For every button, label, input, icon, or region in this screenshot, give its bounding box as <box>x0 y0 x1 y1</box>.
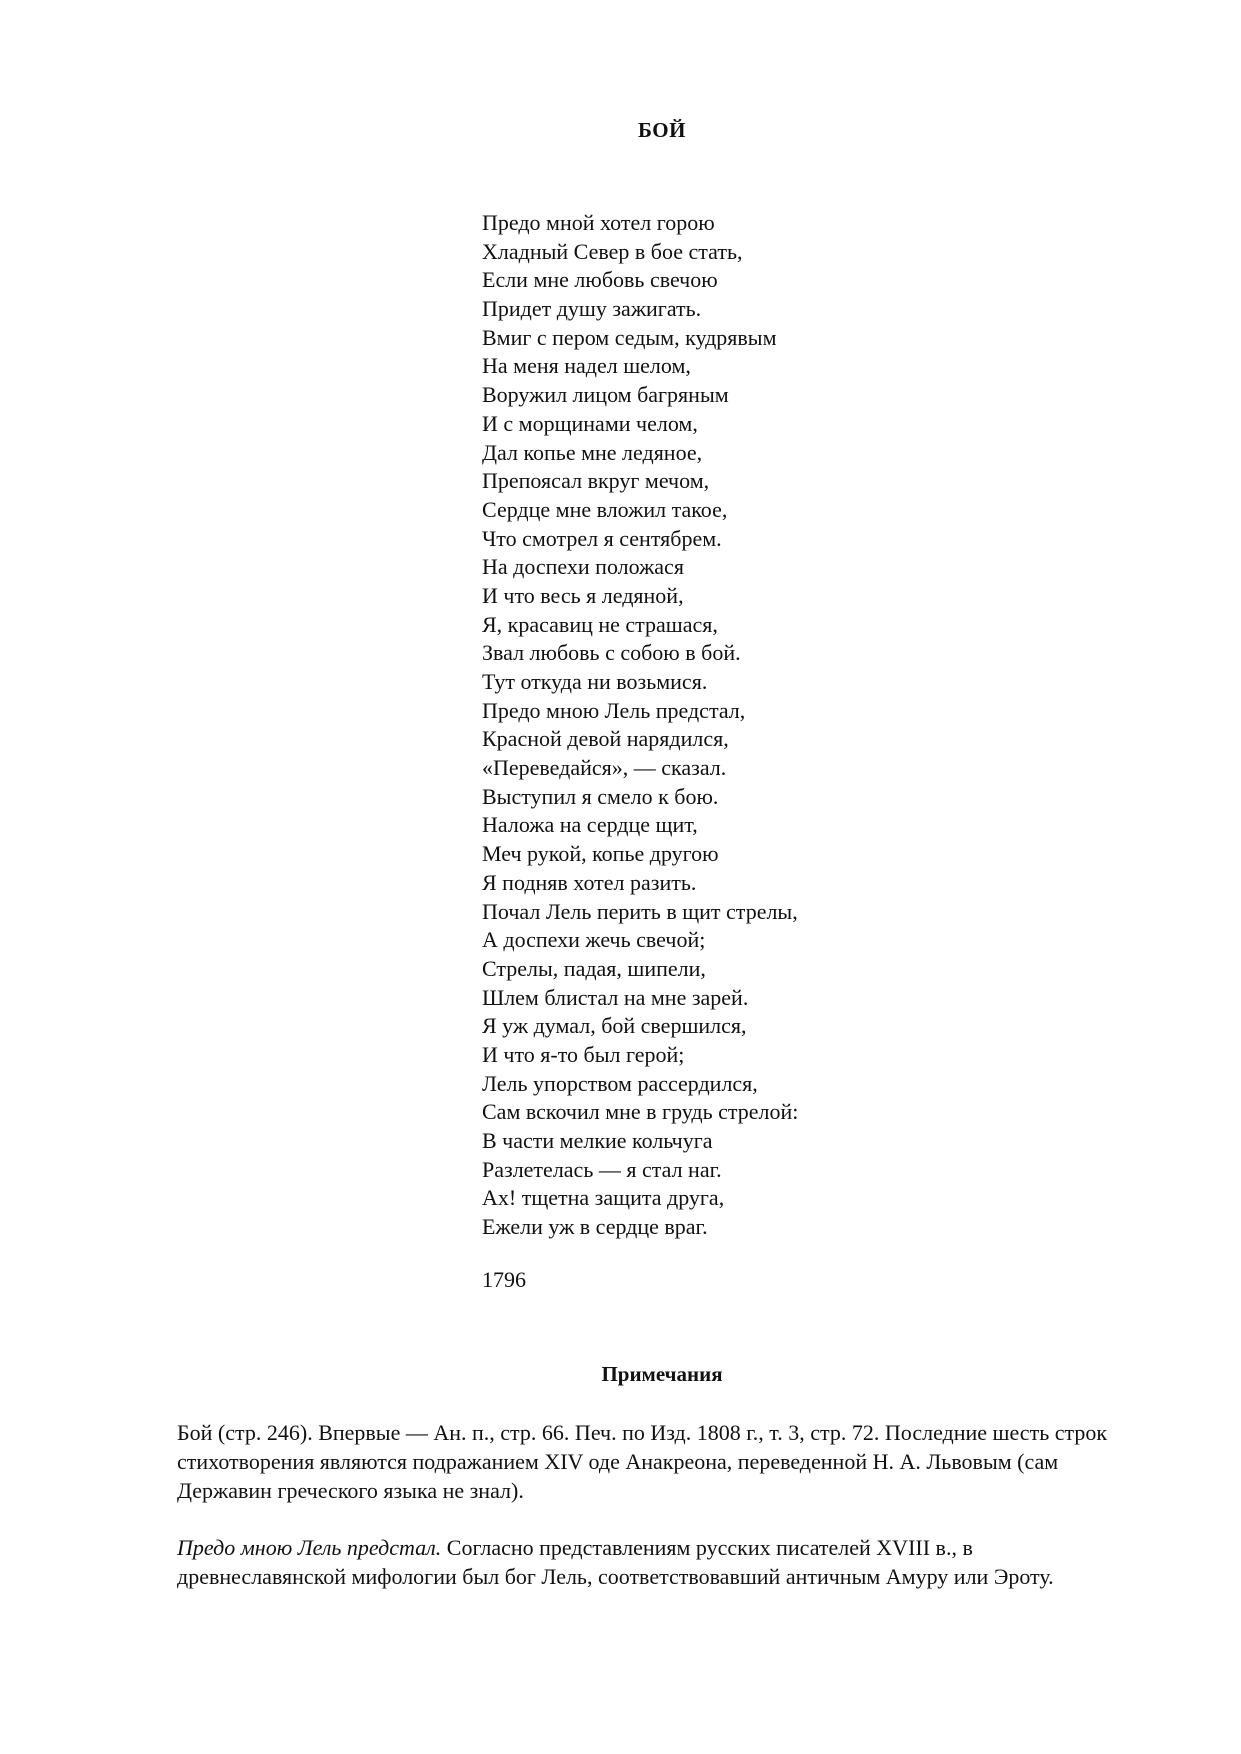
poem-line: А доспехи жечь свечой; <box>482 927 706 953</box>
poem-line: На меня надел шелом, <box>482 353 691 379</box>
poem-line: И что я-то был герой; <box>482 1041 685 1067</box>
poem-line: Лель упорством рассердился, <box>482 1070 758 1096</box>
poem-lines <box>482 209 798 1242</box>
poem-line: Я, красавиц не страшася, <box>482 611 718 637</box>
note-text: Согласно представлениям русских писателей XVIII в., в древнеславянской мифологии был бог Лель, соответствовавший античным Амуру или Эроту. <box>177 1535 1054 1589</box>
poem-line: И с морщинами челом, <box>482 410 698 436</box>
poem-line: Я подняв хотел разить. <box>482 869 697 895</box>
poem-line: «Переведайся», — сказал. <box>482 755 727 781</box>
poem-line: На доспехи положася <box>482 554 684 580</box>
poem-line: Разлетелась — я стал наг. <box>482 1156 722 1182</box>
poem-line: Ах! тщетна защита друга, <box>482 1185 725 1211</box>
poem-line: Тут откуда ни возьмися. <box>482 669 708 694</box>
poem-line: Красной девой нарядился, <box>482 726 729 752</box>
notes-title: Примечания <box>601 1362 723 1386</box>
poem-line: Хладный Север в бое стать, <box>482 238 743 264</box>
poem-line: Наложа на сердце щит, <box>482 812 698 838</box>
poem-title: БОЙ <box>638 118 686 142</box>
poem-line: Если мне любовь свечою <box>482 267 718 293</box>
poem-line: Предо мной хотел горою <box>482 210 715 235</box>
poem-year: 1796 <box>482 1267 526 1292</box>
poem-line: Что смотрел я сентябрем. <box>482 525 722 551</box>
poem-line: Предо мною Лель предстал, <box>482 697 746 723</box>
poem-line: Вмиг с пером седым, кудрявым <box>482 324 777 350</box>
poem-line: В части мелкие кольчуга <box>482 1128 713 1153</box>
note-paragraph <box>177 1533 1137 1591</box>
poem-line: Дал копье мне ледяное, <box>482 439 703 465</box>
note-paragraph: Бой (стр. 246). Впервые — Ан. п., стр. 66. Печ. по Изд. 1808 г., т. 3, стр. 72. Последние шесть строк стихотворения являются подражанием XIV оде Анакреона, переведенной Н. А. Львовым (сам Державин греческого языка не знал). <box>177 1420 1108 1503</box>
poem-line: Препоясал вкруг мечом, <box>482 468 710 494</box>
poem-line: Сам вскочил мне в грудь стрелой: <box>482 1099 799 1125</box>
poem-line: Стрелы, падая, шипели, <box>482 955 706 981</box>
poem-line: Меч рукой, копье другою <box>482 841 719 867</box>
poem-line: И что весь я ледяной, <box>482 582 684 608</box>
poem-line: Я уж думал, бой свершился, <box>482 1013 747 1039</box>
poem-line: Сердце мне вложил такое, <box>482 496 728 522</box>
poem-line: Воружил лицом багряным <box>482 382 729 408</box>
poem-line: Звал любовь с собою в бой. <box>482 640 741 666</box>
poem-line: Ежели уж в сердце враг. <box>482 1214 708 1240</box>
poem-line: Придет душу зажигать. <box>482 296 702 322</box>
note-quote: Предо мною Лель предстал. <box>177 1535 442 1560</box>
poem-line: Шлем блистал на мне зарей. <box>482 984 749 1010</box>
poem-line: Выступил я смело к бою. <box>482 783 719 809</box>
poem-line: Почал Лель перить в щит стрелы, <box>482 898 798 924</box>
